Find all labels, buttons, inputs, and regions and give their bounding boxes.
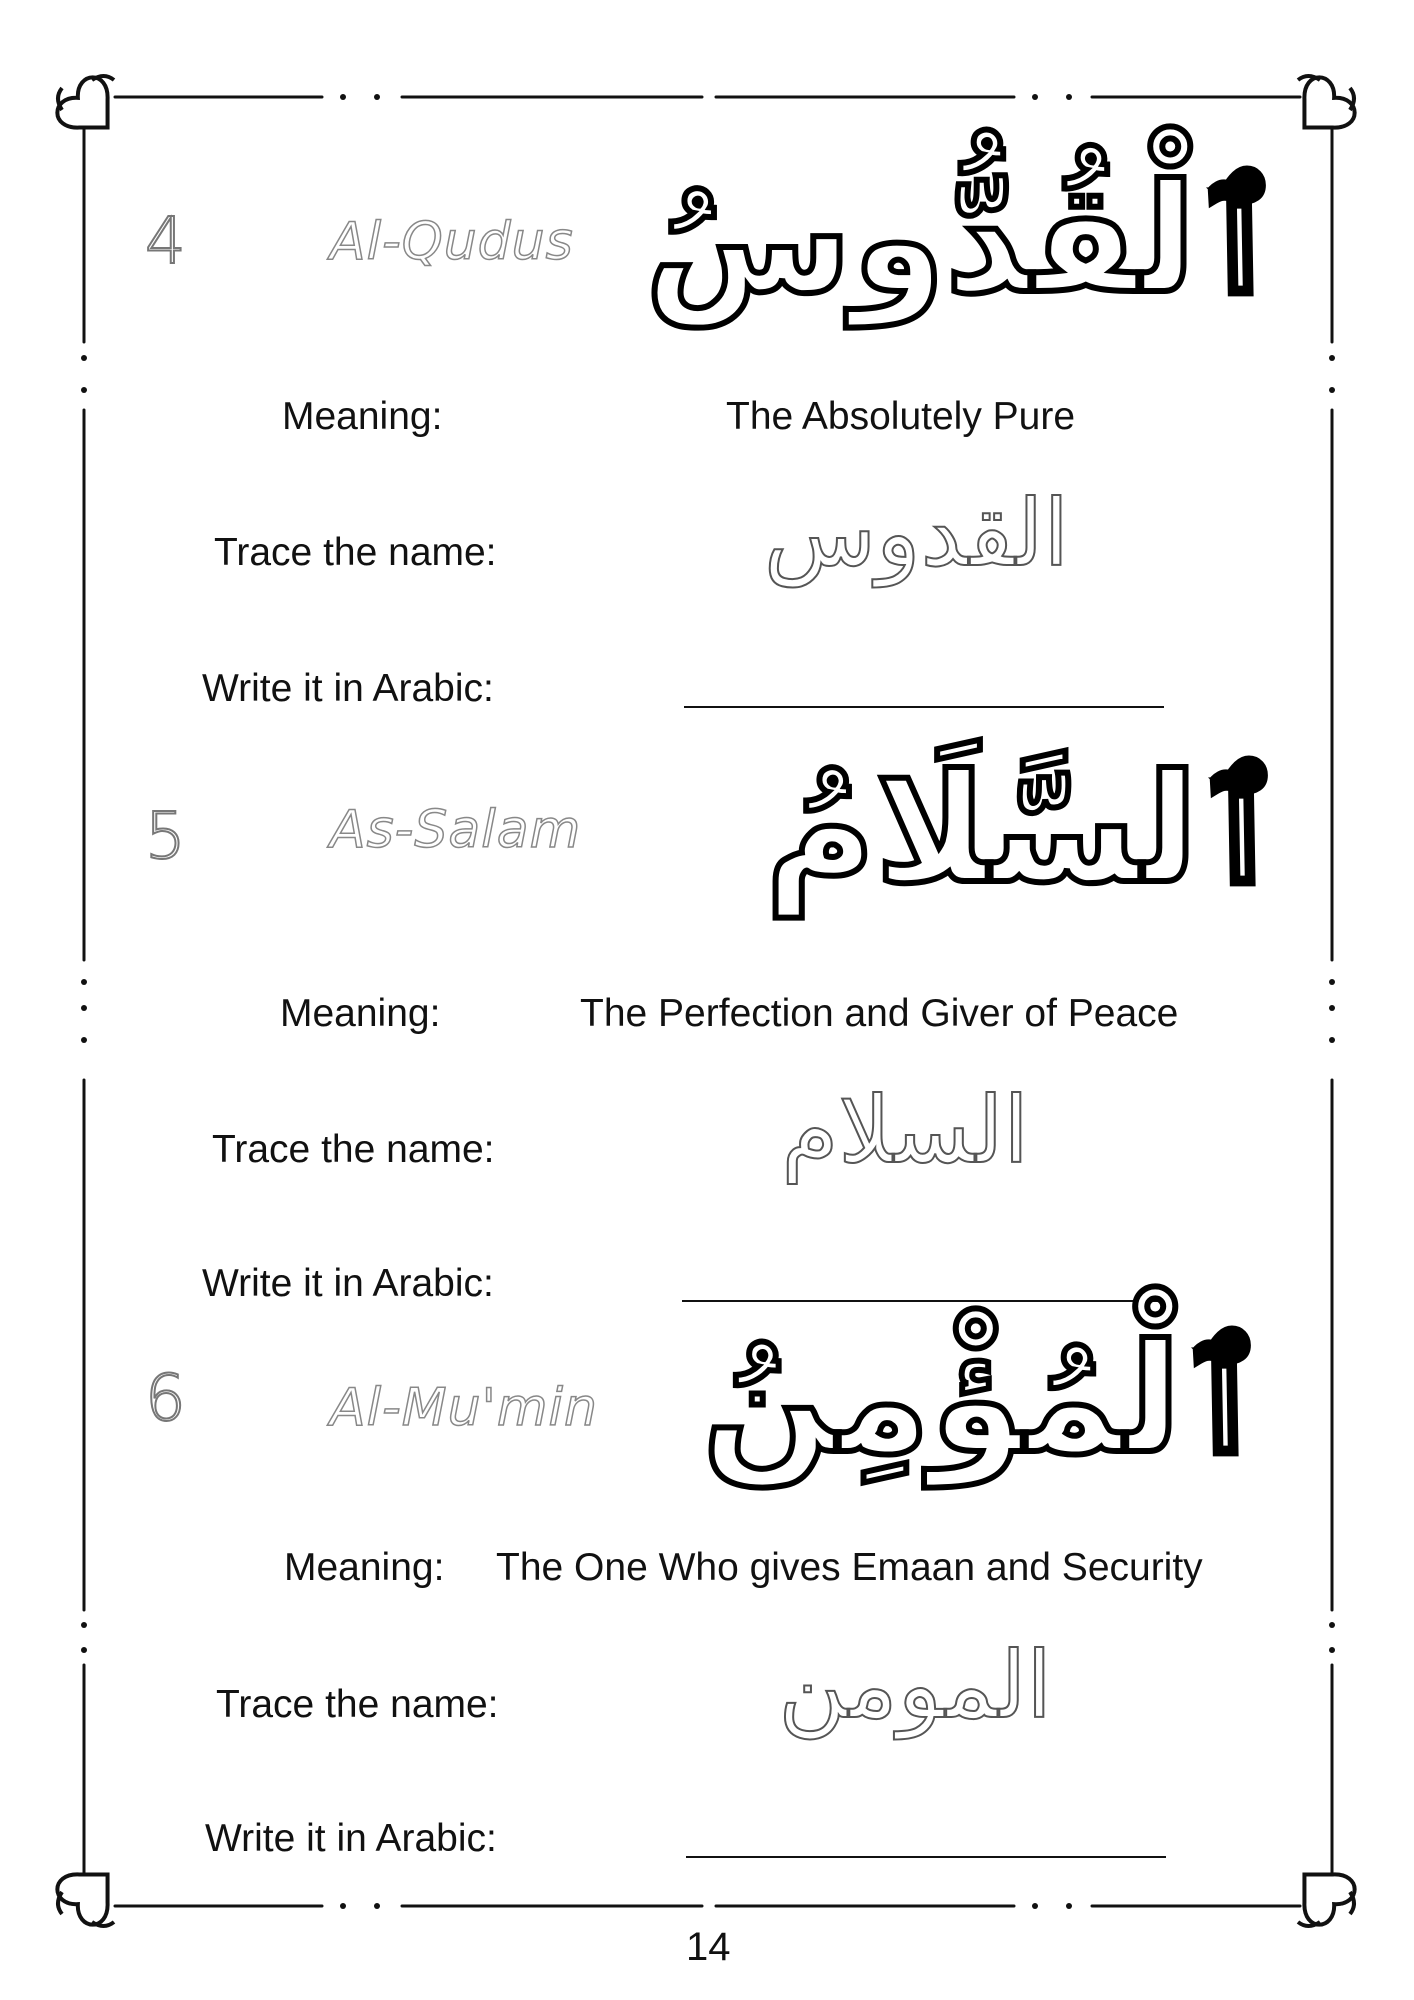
arabic-trace-dotted[interactable]: القدوس [763, 480, 1069, 587]
transliteration-trace: As-Salam [330, 800, 582, 860]
arabic-trace-dotted[interactable]: المومن [778, 1632, 1052, 1739]
name-number: 5 [145, 800, 186, 874]
meaning-label: Meaning: [282, 395, 443, 438]
arabic-name-outline: ٱلْقُدُّوسُ [644, 153, 1284, 327]
transliteration-trace: Al-Mu'min [330, 1378, 598, 1438]
write-label: Write it in Arabic: [202, 1262, 494, 1305]
name-number: 4 [145, 205, 186, 279]
write-label: Write it in Arabic: [202, 667, 494, 710]
write-label: Write it in Arabic: [205, 1817, 497, 1860]
arabic-trace-dotted[interactable]: السلام [781, 1077, 1029, 1184]
write-line[interactable] [686, 1856, 1166, 1858]
trace-label: Trace the name: [214, 531, 497, 574]
meaning-text: The Absolutely Pure [726, 395, 1076, 438]
transliteration-trace: Al-Qudus [330, 212, 574, 272]
arabic-name-outline: ٱلسَّلَامُ [765, 743, 1286, 917]
meaning-label: Meaning: [280, 992, 441, 1035]
trace-label: Trace the name: [216, 1683, 499, 1726]
write-line[interactable] [682, 1300, 1162, 1302]
name-number: 6 [145, 1362, 186, 1436]
write-line[interactable] [684, 706, 1164, 708]
meaning-text: The One Who gives Emaan and Security [496, 1546, 1203, 1589]
page-number: 14 [686, 1925, 731, 1969]
arabic-name-outline: ٱلْمُؤْمِنُ [702, 1313, 1269, 1487]
meaning-label: Meaning: [284, 1546, 445, 1589]
trace-label: Trace the name: [212, 1128, 495, 1171]
meaning-text: The Perfection and Giver of Peace [580, 992, 1179, 1035]
